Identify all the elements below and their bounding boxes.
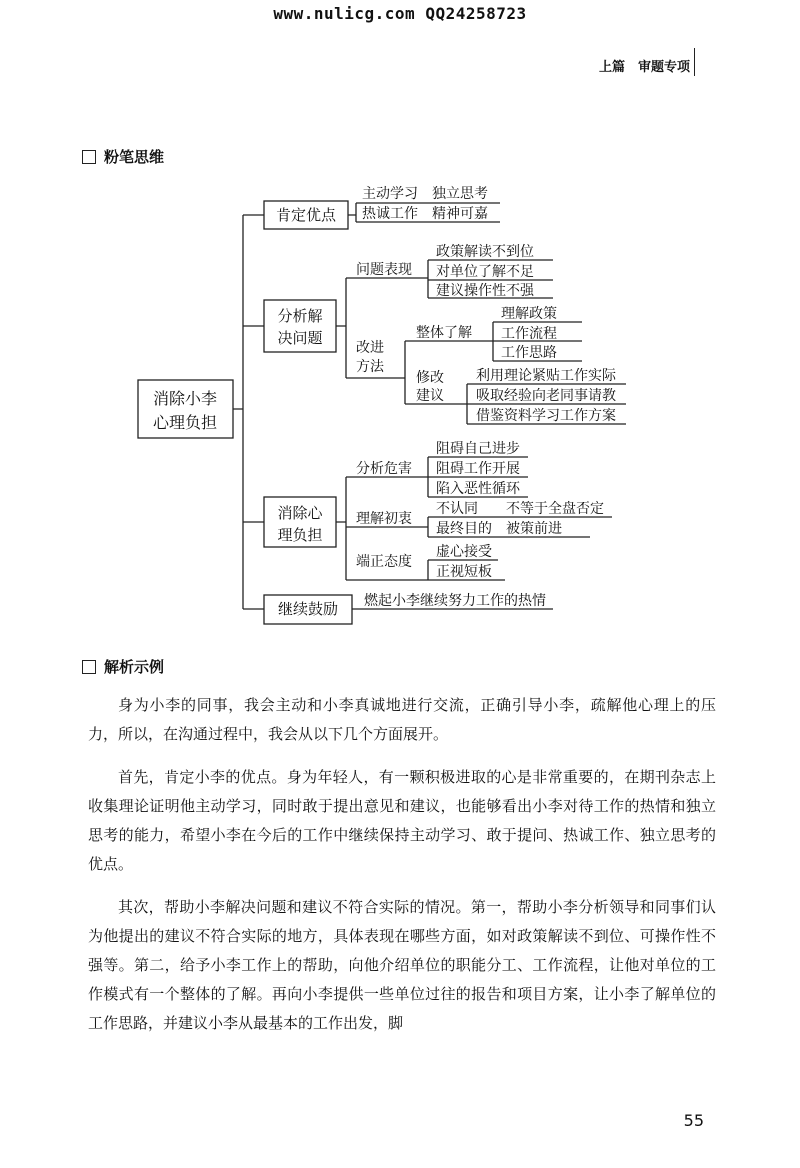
b3-attitude-leaf: 正视短板 [436, 564, 492, 580]
b4-leaf: 燃起小李继续努力工作的热情 [364, 593, 546, 609]
b2-understand-leaf: 工作思路 [501, 345, 557, 361]
b3-harm-label: 分析危害 [356, 461, 412, 477]
paragraph: 首先，肯定小李的优点。身为年轻人，有一颗积极进取的心是非常重要的，在期刊杂志上收集理论证明他主动学习，同时敢于提出意见和建议，也能够看出小李对待工作的热情和独立思考的能力，希望小李在今后的工作中继续保持主动学习、敢于提问、热诚工作、独立思考的优点。 [88, 768, 716, 873]
root-label-line2: 心理负担 [152, 413, 218, 432]
b3-attitude-leaf: 虚心接受 [436, 544, 492, 560]
b2-revise-leaf: 利用理论紧贴工作实际 [476, 368, 616, 384]
b2-problem-label: 问题表现 [356, 262, 412, 278]
b2-problem-leaf: 建议操作性不强 [436, 283, 534, 299]
b2-revise-leaf: 借鉴资料学习工作方案 [476, 408, 616, 424]
b3-intent-leaf: 不认同 不等于全盘否定 [436, 501, 604, 517]
b3-intent-label: 理解初衷 [356, 511, 412, 527]
b4-label: 继续鼓励 [277, 600, 339, 618]
b3-attitude-label: 端正态度 [356, 554, 412, 570]
b1-leaf: 主动学习 独立思考 [362, 186, 488, 202]
b2-revise-label-line2: 建议 [416, 388, 444, 404]
running-header: 上篇 审题专项 [598, 60, 690, 75]
paragraph: 身为小李的同事，我会主动和小李真诚地进行交流，正确引导小李，疏解他心理上的压力，所以，在沟通过程中，我会从以下几个方面展开。 [88, 696, 716, 743]
b2-label-line2: 决问题 [277, 329, 323, 347]
b2-method-label-line1: 改进 [356, 340, 384, 356]
page-number: 55 [683, 1111, 704, 1130]
section-title-mindmap: 粉笔思维 [104, 148, 165, 166]
b3-harm-leaf: 阻碍自己进步 [436, 441, 520, 457]
b3-label-line2: 理负担 [277, 526, 323, 544]
b3-intent-leaf: 最终目的 被策前进 [436, 521, 562, 537]
watermark: www.nulicg.com QQ24258723 [273, 4, 527, 23]
b2-problem-leaf: 政策解读不到位 [436, 244, 534, 260]
b1-label: 肯定优点 [275, 206, 337, 224]
section-icon [82, 660, 96, 674]
b2-method-label-line2: 方法 [356, 359, 384, 375]
b2-revise-leaf: 吸取经验向老同事请教 [476, 388, 616, 404]
b2-understand-leaf: 理解政策 [501, 306, 557, 322]
root-label-line1: 消除小李 [152, 389, 218, 408]
b3-harm-leaf: 陷入恶性循环 [436, 481, 520, 497]
section-title-example: 解析示例 [104, 658, 165, 676]
b2-understand-leaf: 工作流程 [501, 326, 557, 342]
b2-label-line1: 分析解 [277, 307, 323, 325]
b2-understand-label: 整体了解 [416, 325, 472, 341]
paragraph: 其次，帮助小李解决问题和建议不符合实际的情况。第一，帮助小李分析领导和同事们认为他提出的建议不符合实际的地方，具体表现在哪些方面，如对政策解读不到位、可操作性不强等。第二，给予小李工作上的帮助，向他介绍单位的职能分工、工作流程，让他对单位的工作模式有一个整体的了解。再向小李提供一些单位过往的报告和项目方案，让小李了解单位的工作思路，并建议小李从最基本的工作出发，脚 [88, 898, 716, 1032]
b1-leaf: 热诚工作 精神可嘉 [362, 206, 488, 222]
b2-revise-label-line1: 修改 [416, 370, 444, 386]
b3-label-line1: 消除心 [277, 504, 323, 522]
b2-problem-leaf: 对单位了解不足 [436, 264, 534, 280]
b3-harm-leaf: 阻碍工作开展 [436, 461, 520, 477]
